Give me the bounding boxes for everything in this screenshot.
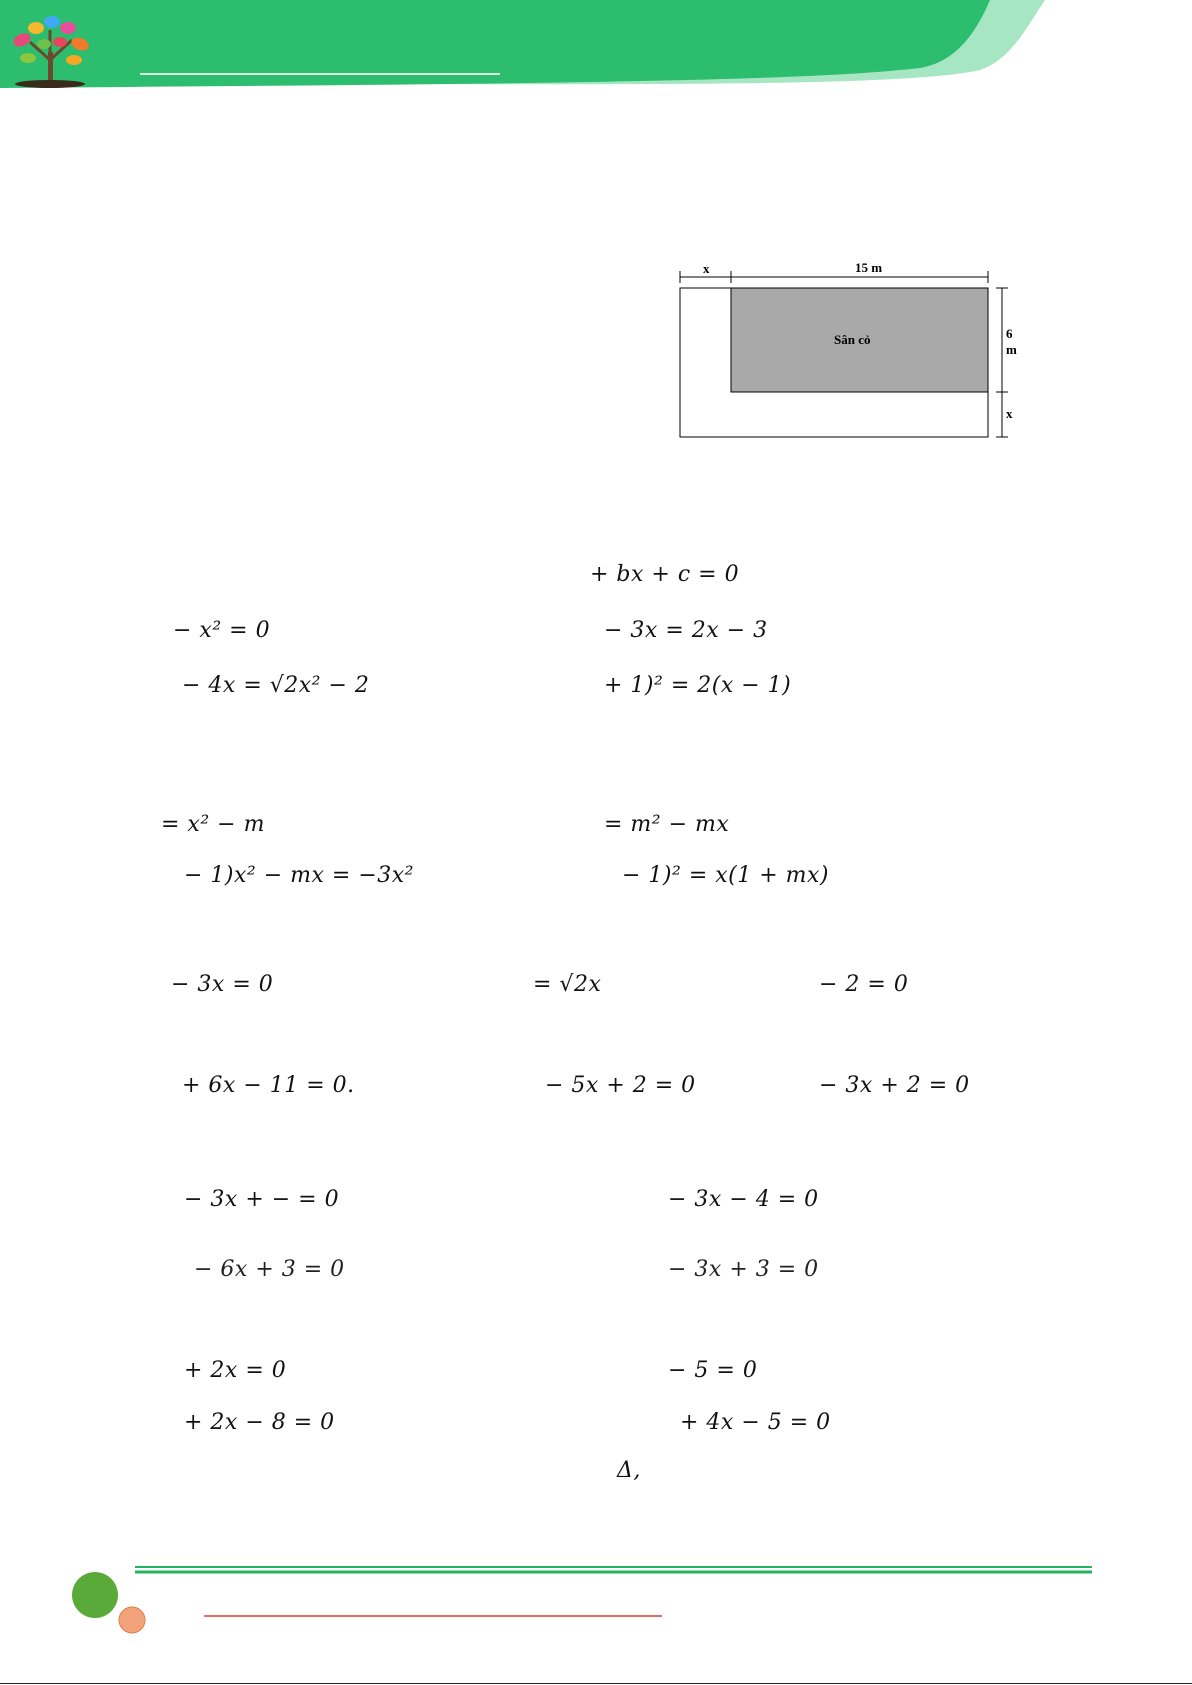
label-x-side: x bbox=[1006, 406, 1013, 421]
equation-e4: + 4x − 5 = 0 bbox=[680, 1410, 831, 1435]
equation-d2: − 3x − 4 = 0 bbox=[668, 1187, 819, 1212]
page-bottom-rule bbox=[0, 1683, 1192, 1684]
equation-c6: − 3x + 2 = 0 bbox=[819, 1073, 970, 1098]
equation-e2: − 5 = 0 bbox=[668, 1358, 758, 1383]
equation-c3: − 2 = 0 bbox=[819, 972, 909, 997]
label-width: 15 m bbox=[855, 260, 883, 275]
equation-d3: − 6x + 3 = 0 bbox=[194, 1257, 345, 1282]
equation-e1: + 2x = 0 bbox=[184, 1358, 287, 1383]
equation-a1: − x² = 0 bbox=[173, 618, 271, 643]
equation-b3: − 1)x² − mx = −3x² bbox=[184, 863, 414, 888]
equation-a3: − 4x = √2x² − 2 bbox=[182, 673, 370, 698]
label-height-1: 6 bbox=[1006, 326, 1013, 341]
equation-e3: + 2x − 8 = 0 bbox=[184, 1410, 335, 1435]
equation-c4: + 6x − 11 = 0. bbox=[182, 1073, 355, 1098]
equation-c2: = √2x bbox=[533, 972, 602, 997]
equation-a4: + 1)² = 2(x − 1) bbox=[604, 673, 792, 698]
equation-d1: − 3x + − = 0 bbox=[184, 1187, 340, 1212]
equation-d4: − 3x + 3 = 0 bbox=[668, 1257, 819, 1282]
label-x-top: x bbox=[703, 261, 710, 276]
label-height-2: m bbox=[1006, 342, 1017, 357]
header-banner bbox=[0, 0, 1192, 110]
field-diagram bbox=[660, 255, 1030, 455]
footer-green-circle bbox=[72, 1572, 118, 1618]
equation-b1: = x² − m bbox=[161, 812, 265, 837]
equation-a2: − 3x = 2x − 3 bbox=[604, 618, 768, 643]
delta-symbol: Δ, bbox=[617, 1458, 641, 1483]
equation-c1: − 3x = 0 bbox=[171, 972, 274, 997]
equation-b2: = m² − mx bbox=[604, 812, 730, 837]
equation-b4: − 1)² = x(1 + mx) bbox=[622, 863, 830, 888]
footer-decoration bbox=[0, 1545, 1192, 1685]
general-form-equation: + bx + c = 0 bbox=[590, 562, 740, 587]
equation-c5: − 5x + 2 = 0 bbox=[545, 1073, 696, 1098]
footer-orange-circle bbox=[119, 1607, 145, 1633]
label-field: Sân cỏ bbox=[834, 332, 871, 347]
